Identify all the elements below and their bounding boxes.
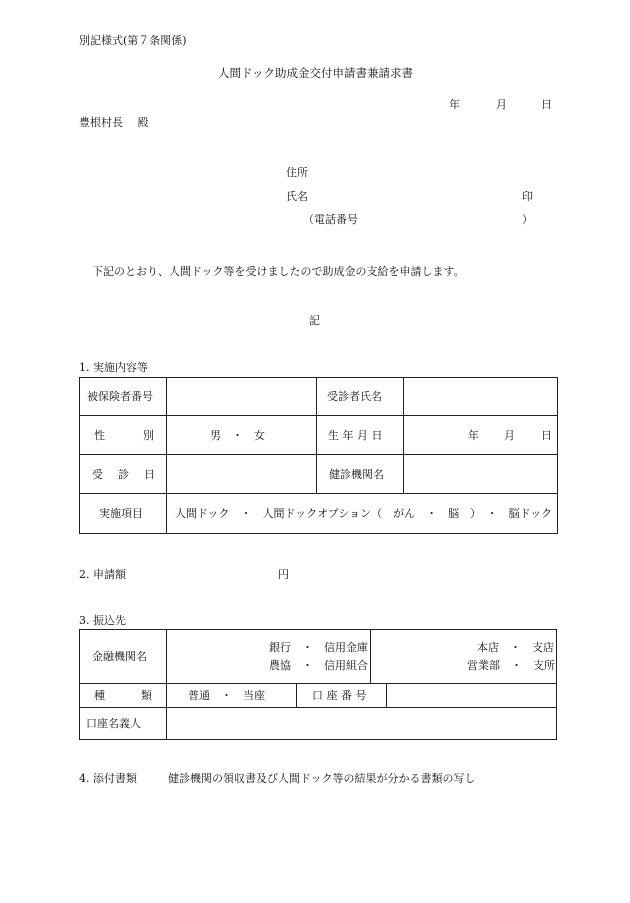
table-divider <box>80 493 557 494</box>
account-type-options[interactable]: 普通 ・ 当座 <box>188 689 265 702</box>
table-divider <box>296 683 297 707</box>
table-divider <box>166 630 167 739</box>
table-divider <box>316 378 317 493</box>
name-label: 氏名 <box>286 190 308 203</box>
section3-heading: 3. 振込先 <box>79 614 126 627</box>
financial-institution-label: 金融機関名 <box>92 650 147 663</box>
bank-type-options[interactable]: 農協 ・ 信用組合 <box>269 659 368 672</box>
account-type-label: 種 <box>94 689 105 702</box>
birth-month-label: 月 <box>504 429 515 442</box>
account-number-field[interactable] <box>388 685 554 705</box>
request-statement: 下記のとおり、人間ドック等を受けましたので助成金の支給を申請します。 <box>92 265 465 278</box>
birth-year-label: 年 <box>468 429 479 442</box>
section1-heading: 1. 実施内容等 <box>79 361 148 374</box>
page-title: 人間ドック助成金交付申請書兼請求書 <box>218 66 414 80</box>
table-divider <box>166 378 167 533</box>
visit-date-field[interactable] <box>168 456 314 491</box>
visit-date-label: 受 <box>92 468 103 481</box>
date-month-label: 月 <box>496 98 507 111</box>
account-holder-field[interactable] <box>168 709 554 738</box>
table-divider <box>80 454 557 455</box>
birth-day-label: 日 <box>541 429 552 442</box>
institution-label: 健診機関名 <box>329 468 384 481</box>
seal-mark: 印 <box>522 190 533 203</box>
branch-type-options[interactable]: 本店 ・ 支店 <box>477 641 554 654</box>
patient-name-field[interactable] <box>405 379 555 414</box>
table-divider <box>370 630 371 683</box>
form-reference: 別記様式(第７条関係) <box>79 34 187 47</box>
section4-heading: 4. 添付書類 <box>79 772 137 785</box>
section2-heading: 2. 申請額 <box>79 568 126 581</box>
ki-heading: 記 <box>309 314 320 327</box>
yen-label: 円 <box>278 568 289 581</box>
table-divider <box>80 707 556 708</box>
table-divider <box>80 683 556 684</box>
insured-number-field[interactable] <box>168 379 314 414</box>
patient-name-label: 受診者氏名 <box>327 390 382 403</box>
date-day-label: 日 <box>541 98 552 111</box>
items-label: 実施項目 <box>99 507 143 520</box>
date-year-label: 年 <box>449 98 460 111</box>
visit-date-label: 診 <box>118 468 129 481</box>
birthdate-label: 生 年 月 日 <box>328 429 383 442</box>
phone-close-paren: ） <box>522 213 533 226</box>
implementation-table <box>79 377 558 534</box>
bank-type-options[interactable]: 銀行 ・ 信用金庫 <box>269 641 368 654</box>
items-options[interactable]: 人間ドック ・ 人間ドックオプション（ がん ・ 脳 ） ・ 脳ドック <box>175 507 553 520</box>
address-label: 住所 <box>286 166 308 179</box>
account-type-label: 類 <box>141 689 152 702</box>
gender-options[interactable]: 男 ・ 女 <box>210 429 265 442</box>
gender-label: 性 <box>94 429 105 442</box>
insured-number-label: 被保険者番号 <box>87 390 153 403</box>
table-divider <box>403 378 404 493</box>
table-divider <box>386 683 387 707</box>
phone-label: （電話番号 <box>303 213 358 226</box>
account-number-label: 口 座 番 号 <box>312 689 367 702</box>
table-divider <box>80 415 557 416</box>
gender-label: 別 <box>143 429 154 442</box>
account-holder-label: 口座名義人 <box>86 717 141 730</box>
bank-transfer-table <box>79 629 557 740</box>
institution-field[interactable] <box>405 456 555 491</box>
attachments-text: 健診機関の領収書及び人間ドック等の結果が分かる書類の写し <box>168 772 476 785</box>
branch-type-options[interactable]: 営業部 ・ 支所 <box>467 659 555 672</box>
addressee: 豊根村長 殿 <box>79 116 149 129</box>
visit-date-label: 日 <box>144 468 155 481</box>
